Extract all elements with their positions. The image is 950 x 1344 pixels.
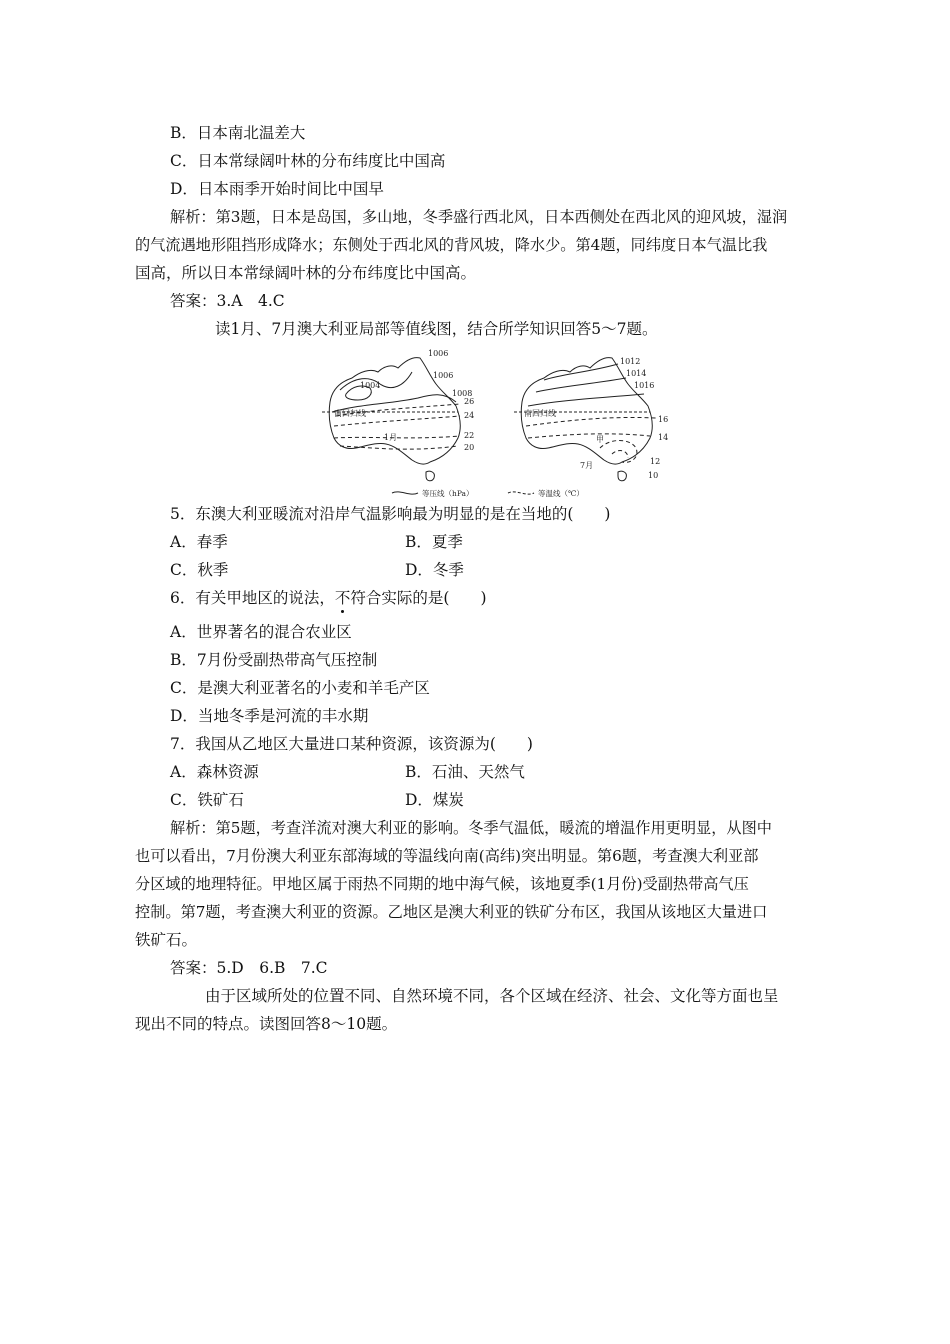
- q7-stem: 7．我国从乙地区大量进口某种资源，该资源为( ): [170, 735, 533, 753]
- july-isobar-1016: [528, 394, 644, 406]
- jan-isotherm-label-4: 20: [464, 443, 475, 452]
- july-isotherm-12: [600, 441, 637, 463]
- jan-isobar-label-4: 1008: [452, 389, 473, 398]
- q6-stem-pre: 6．有关甲地区的说法，: [170, 589, 335, 607]
- analysis-1-line-3: 国高，所以日本常绿阔叶林的分布纬度比中国高。: [135, 264, 477, 282]
- analysis-2-line-3: 分区域的地理特征。甲地区属于雨热不同期的地中海气候，该地夏季(1月份)受副热带高气压: [135, 875, 749, 893]
- jan-isotherm-label-1: 26: [464, 397, 475, 406]
- analysis-1-line-1: 解析：第3题，日本是岛国，多山地，冬季盛行西北风，日本西侧处在西北风的迎风坡，湿润: [170, 208, 788, 226]
- legend-isobar-line: [392, 492, 418, 494]
- jul-isobar-label-3: 1016: [634, 381, 655, 390]
- july-tasmania: [618, 471, 626, 481]
- q6-stem-emphasis: 不: [334, 589, 351, 607]
- answer-2: 答案：5.D 6.B 7.C: [170, 959, 328, 977]
- jul-isotherm-label-3: 12: [650, 457, 661, 466]
- q5-option-b: B．夏季: [405, 533, 463, 551]
- analysis-2-line-2: 也可以看出，7月份澳大利亚东部海域的等温线向南(高纬)突出明显。第6题，考查澳大利亚部: [135, 847, 759, 865]
- analysis-2-line-1: 解析：第5题，考查洋流对澳大利亚的影响。冬季气温低，暖流的增温作用更明显，从图中: [170, 819, 772, 837]
- analysis-2-line-4: 控制。第7题，考查澳大利亚的资源。乙地区是澳大利亚的铁矿分布区，我国从该地区大量进口: [135, 903, 768, 921]
- intro-questions-8-10-line-2: 现出不同的特点。读图回答8～10题。: [135, 1015, 398, 1033]
- jan-isobar-label-2: 1006: [433, 371, 454, 380]
- jul-isotherm-label-1: 16: [658, 415, 669, 424]
- jul-jia-label: 甲: [596, 435, 604, 444]
- q6-stem: [170, 588, 487, 608]
- q6-stem-post: 符合实际的是( ): [350, 589, 487, 607]
- answer-1: 答案：3.A 4.C: [170, 292, 285, 310]
- july-isobar-1014: [536, 378, 626, 392]
- legend-isotherm-label: 等温线（℃）: [538, 489, 584, 498]
- q5-option-d: D．冬季: [405, 561, 464, 579]
- q6-option-c: C．是澳大利亚著名的小麦和羊毛产区: [170, 679, 430, 697]
- january-tasmania: [426, 471, 434, 481]
- jul-isobar-label-1: 1012: [620, 357, 641, 366]
- jul-isotherm-label-2: 14: [658, 433, 669, 442]
- jan-isotherm-label-2: 24: [464, 411, 475, 420]
- australia-isoline-figure: [300, 342, 700, 502]
- option-b-prev: B．日本南北温差大: [170, 124, 306, 142]
- analysis-2-line-5: 铁矿石。: [135, 931, 198, 949]
- q7-option-b: B．石油、天然气: [405, 763, 525, 781]
- jul-month-label: 7月: [580, 461, 594, 470]
- jul-isotherm-label-4: 10: [648, 471, 659, 480]
- q6-option-d: D．当地冬季是河流的丰水期: [170, 707, 369, 725]
- jan-isobar-label-1: 1006: [428, 349, 449, 358]
- jan-isobar-label-3: 1004: [360, 381, 381, 390]
- q6-option-a: A．世界著名的混合农业区: [170, 623, 352, 641]
- intro-questions-8-10-line-1: 由于区域所处的位置不同、自然环境不同，各个区域在经济、社会、文化等方面也呈: [205, 987, 779, 1005]
- option-c-prev: C．日本常绿阔叶林的分布纬度比中国高: [170, 152, 446, 170]
- q5-stem: 5．东澳大利亚暖流对沿岸气温影响最为明显的是在当地的( ): [170, 505, 611, 523]
- jul-tropic-label: 南回归线: [524, 409, 556, 418]
- jan-month-label: 1月: [384, 433, 398, 442]
- q5-option-a: A．春季: [170, 533, 228, 551]
- q7-option-c: C．铁矿石: [170, 791, 244, 809]
- australia-maps-svg: [300, 342, 700, 502]
- option-d-prev: D．日本雨季开始时间比中国早: [170, 180, 384, 198]
- july-isotherm-16: [526, 417, 656, 426]
- q7-option-a: A．森林资源: [170, 763, 259, 781]
- jan-tropic-label: 南回归线: [334, 409, 366, 418]
- q7-option-d: D．煤炭: [405, 791, 464, 809]
- jan-isotherm-label-3: 22: [464, 431, 475, 440]
- legend-isobar-label: 等压线（hPa）: [422, 489, 474, 498]
- jul-isobar-label-2: 1014: [626, 369, 647, 378]
- analysis-1-line-2: 的气流遇地形阻挡形成降水；东侧处于西北风的背风坡，降水少。第4题，同纬度日本气温比我: [135, 236, 768, 254]
- legend-isotherm-line: [508, 492, 534, 494]
- july-isotherm-14: [528, 434, 650, 438]
- intro-questions-5-7: 读1月、7月澳大利亚局部等值线图，结合所学知识回答5～7题。: [215, 320, 658, 338]
- january-isotherm-20: [340, 446, 458, 449]
- q5-option-c: C．秋季: [170, 561, 229, 579]
- q6-option-b: B．7月份受副热带高气压控制: [170, 651, 378, 669]
- july-isotherm-10: [612, 451, 628, 458]
